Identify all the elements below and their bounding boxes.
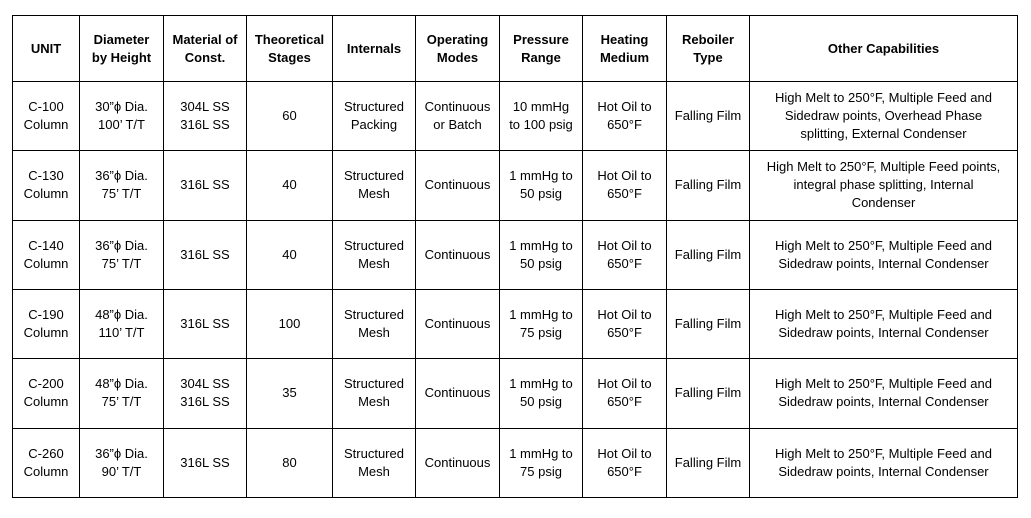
cell-operating-modes: Continuous <box>416 359 500 428</box>
cell-material: 316L SS <box>164 220 247 289</box>
cell-heating-medium: Hot Oil to 650°F <box>583 82 667 151</box>
cell-unit: C-140 Column <box>13 220 80 289</box>
cell-theoretical-stages: 40 <box>247 220 333 289</box>
cell-reboiler-type: Falling Film <box>667 359 750 428</box>
cell-diameter-by-height: 36”ϕ Dia. 75’ T/T <box>80 220 164 289</box>
cell-reboiler-type: Falling Film <box>667 151 750 220</box>
cell-operating-modes: Continuous <box>416 428 500 497</box>
cell-diameter-by-height: 30”ϕ Dia. 100’ T/T <box>80 82 164 151</box>
cell-diameter-by-height: 36”ϕ Dia. 90’ T/T <box>80 428 164 497</box>
cell-reboiler-type: Falling Film <box>667 220 750 289</box>
cell-unit: C-130 Column <box>13 151 80 220</box>
cell-unit: C-190 Column <box>13 289 80 358</box>
cell-diameter-by-height: 36”ϕ Dia. 75’ T/T <box>80 151 164 220</box>
table-row <box>13 151 1018 220</box>
cell-material: 316L SS <box>164 151 247 220</box>
cell-pressure-range: 10 mmHg to 100 psig <box>500 82 583 151</box>
cell-internals: Structured Mesh <box>333 428 416 497</box>
cell-other-capabilities: High Melt to 250°F, Multiple Feed and Sidedraw points, Internal Condenser <box>750 220 1018 289</box>
header-unit: UNIT <box>13 16 80 82</box>
table-row <box>13 359 1018 428</box>
header-operating-modes: Operating Modes <box>416 16 500 82</box>
header-heating-medium: Heating Medium <box>583 16 667 82</box>
cell-material: 304L SS 316L SS <box>164 359 247 428</box>
cell-operating-modes: Continuous or Batch <box>416 82 500 151</box>
cell-diameter-by-height: 48”ϕ Dia. 75’ T/T <box>80 359 164 428</box>
table-row <box>13 428 1018 497</box>
table-row <box>13 220 1018 289</box>
cell-other-capabilities: High Melt to 250°F, Multiple Feed and Sidedraw points, Internal Condenser <box>750 289 1018 358</box>
cell-theoretical-stages: 60 <box>247 82 333 151</box>
header-row <box>13 16 1018 82</box>
cell-operating-modes: Continuous <box>416 289 500 358</box>
cell-operating-modes: Continuous <box>416 220 500 289</box>
cell-pressure-range: 1 mmHg to 75 psig <box>500 428 583 497</box>
cell-internals: Structured Mesh <box>333 359 416 428</box>
cell-theoretical-stages: 80 <box>247 428 333 497</box>
cell-reboiler-type: Falling Film <box>667 82 750 151</box>
cell-unit: C-200 Column <box>13 359 80 428</box>
cell-theoretical-stages: 40 <box>247 151 333 220</box>
cell-operating-modes: Continuous <box>416 151 500 220</box>
header-reboiler-type: Reboiler Type <box>667 16 750 82</box>
cell-heating-medium: Hot Oil to 650°F <box>583 151 667 220</box>
cell-pressure-range: 1 mmHg to 50 psig <box>500 220 583 289</box>
cell-pressure-range: 1 mmHg to 75 psig <box>500 289 583 358</box>
cell-material: 316L SS <box>164 428 247 497</box>
cell-theoretical-stages: 35 <box>247 359 333 428</box>
cell-theoretical-stages: 100 <box>247 289 333 358</box>
cell-internals: Structured Mesh <box>333 220 416 289</box>
cell-heating-medium: Hot Oil to 650°F <box>583 289 667 358</box>
header-pressure-range: Pressure Range <box>500 16 583 82</box>
table-row <box>13 289 1018 358</box>
header-diameter-by-height: Diameter by Height <box>80 16 164 82</box>
cell-material: 316L SS <box>164 289 247 358</box>
cell-internals: Structured Mesh <box>333 151 416 220</box>
table-row <box>13 82 1018 151</box>
header-material: Material of Const. <box>164 16 247 82</box>
cell-other-capabilities: High Melt to 250°F, Multiple Feed and Sidedraw points, Overhead Phase splitting, External Condenser <box>750 82 1018 151</box>
cell-diameter-by-height: 48”ϕ Dia. 110’ T/T <box>80 289 164 358</box>
header-other-capabilities: Other Capabilities <box>750 16 1018 82</box>
cell-other-capabilities: High Melt to 250°F, Multiple Feed and Sidedraw points, Internal Condenser <box>750 359 1018 428</box>
equipment-spec-table <box>12 15 1018 498</box>
cell-other-capabilities: High Melt to 250°F, Multiple Feed points, integral phase splitting, Internal Condenser <box>750 151 1018 220</box>
header-internals: Internals <box>333 16 416 82</box>
cell-material: 304L SS 316L SS <box>164 82 247 151</box>
cell-pressure-range: 1 mmHg to 50 psig <box>500 359 583 428</box>
cell-unit: C-100 Column <box>13 82 80 151</box>
table-body <box>13 82 1018 498</box>
header-theoretical-stages: Theoretical Stages <box>247 16 333 82</box>
cell-heating-medium: Hot Oil to 650°F <box>583 428 667 497</box>
cell-pressure-range: 1 mmHg to 50 psig <box>500 151 583 220</box>
cell-heating-medium: Hot Oil to 650°F <box>583 359 667 428</box>
cell-other-capabilities: High Melt to 250°F, Multiple Feed and Sidedraw points, Internal Condenser <box>750 428 1018 497</box>
cell-unit: C-260 Column <box>13 428 80 497</box>
cell-reboiler-type: Falling Film <box>667 428 750 497</box>
cell-reboiler-type: Falling Film <box>667 289 750 358</box>
cell-internals: Structured Mesh <box>333 289 416 358</box>
cell-internals: Structured Packing <box>333 82 416 151</box>
cell-heating-medium: Hot Oil to 650°F <box>583 220 667 289</box>
